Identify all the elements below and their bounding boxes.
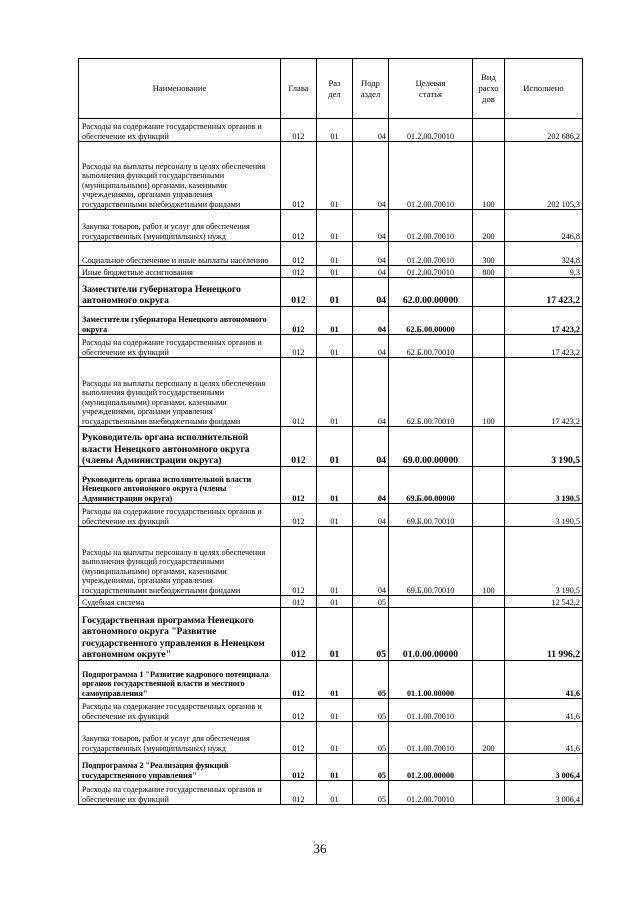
header-statya: Целевая статья — [389, 59, 473, 119]
row-sum: 3 190,5 — [505, 427, 583, 467]
row-sum: 17 423,2 — [505, 278, 583, 307]
row-vid: 200 — [473, 722, 505, 754]
row-statya: 62.Б.00.70010 — [389, 358, 473, 427]
table-row — [79, 266, 583, 278]
row-vid: 300 — [473, 242, 505, 266]
row-statya: 01.2.00.00000 — [389, 754, 473, 781]
row-statya: 01.2.00.70010 — [389, 242, 473, 266]
row-razdel: 01 — [317, 335, 353, 358]
row-sum: 9,3 — [505, 266, 583, 278]
row-podrazdel: 04 — [353, 266, 389, 278]
row-statya: 69.Б.00.70010 — [389, 527, 473, 596]
table-row — [79, 699, 583, 722]
row-glava: 012 — [281, 699, 317, 722]
row-vid — [473, 699, 505, 722]
row-statya: 01.2.00.70010 — [389, 266, 473, 278]
row-glava: 012 — [281, 722, 317, 754]
row-sum: 17 423,2 — [505, 335, 583, 358]
row-sum: 246,8 — [505, 210, 583, 242]
table-row — [79, 119, 583, 142]
table-row — [79, 242, 583, 266]
row-statya: 01.2.00.70010 — [389, 781, 473, 805]
table-row — [79, 527, 583, 596]
row-sum: 41,6 — [505, 661, 583, 699]
row-razdel: 01 — [317, 722, 353, 754]
row-podrazdel: 05 — [353, 608, 389, 661]
row-podrazdel: 04 — [353, 335, 389, 358]
row-name: Государственная программа Ненецкого автономного округа "Развитие государственного управления в Ненецком автономном округе" — [79, 608, 281, 661]
row-name: Расходы на содержание государственных органов и обеспечение их функций — [79, 119, 281, 142]
row-razdel: 01 — [317, 142, 353, 210]
row-sum: 41,6 — [505, 699, 583, 722]
row-razdel: 01 — [317, 608, 353, 661]
row-glava: 012 — [281, 781, 317, 805]
row-razdel: 01 — [317, 427, 353, 467]
row-razdel: 01 — [317, 596, 353, 608]
row-podrazdel: 04 — [353, 427, 389, 467]
row-podrazdel: 05 — [353, 596, 389, 608]
page-number: 36 — [313, 841, 327, 856]
row-razdel: 01 — [317, 278, 353, 307]
row-podrazdel: 04 — [353, 278, 389, 307]
row-sum: 202 686,2 — [505, 119, 583, 142]
row-razdel: 01 — [317, 699, 353, 722]
row-vid — [473, 427, 505, 467]
table-body — [79, 119, 583, 805]
row-name: Руководитель органа исполнительной власти Ненецкого автономного округа (члены Администрации округа) — [79, 427, 281, 467]
row-vid — [473, 504, 505, 527]
row-glava: 012 — [281, 335, 317, 358]
row-name: Расходы на содержание государственных органов и обеспечение их функций — [79, 504, 281, 527]
row-name: Иные бюджетные ассигнования — [79, 266, 281, 278]
row-glava: 012 — [281, 661, 317, 699]
row-glava: 012 — [281, 427, 317, 467]
row-glava: 012 — [281, 266, 317, 278]
row-sum: 11 996,2 — [505, 608, 583, 661]
table-row — [79, 661, 583, 699]
row-razdel: 01 — [317, 358, 353, 427]
row-podrazdel: 05 — [353, 781, 389, 805]
row-glava: 012 — [281, 242, 317, 266]
table-row — [79, 722, 583, 754]
row-razdel: 01 — [317, 210, 353, 242]
header-ispolneno: Исполнено — [505, 59, 583, 119]
row-statya: 01.2.00.70010 — [389, 119, 473, 142]
row-razdel: 01 — [317, 119, 353, 142]
row-razdel: 01 — [317, 467, 353, 504]
row-podrazdel: 04 — [353, 119, 389, 142]
table-row — [79, 210, 583, 242]
row-statya: 01.2.00.70010 — [389, 142, 473, 210]
table-row — [79, 596, 583, 608]
row-podrazdel: 04 — [353, 504, 389, 527]
row-sum: 12 542,2 — [505, 596, 583, 608]
row-vid — [473, 278, 505, 307]
row-podrazdel: 04 — [353, 210, 389, 242]
row-vid — [473, 335, 505, 358]
table-row — [79, 467, 583, 504]
header-razdel: Раз дел — [317, 59, 353, 119]
row-glava: 012 — [281, 504, 317, 527]
row-sum: 202 105,3 — [505, 142, 583, 210]
row-razdel: 01 — [317, 266, 353, 278]
row-statya: 01.0.00.00000 — [389, 608, 473, 661]
row-vid: 800 — [473, 266, 505, 278]
row-vid: 200 — [473, 210, 505, 242]
row-podrazdel: 04 — [353, 358, 389, 427]
row-name: Судебная система — [79, 596, 281, 608]
row-name: Расходы на содержание государственных органов и обеспечение их функций — [79, 781, 281, 805]
row-razdel: 01 — [317, 661, 353, 699]
row-name: Расходы на выплаты персоналу в целях обеспечения выполнения функций государственными (муниципальными) органами, казенными учреждениями, органами управления государственными внебюджетными фондами — [79, 358, 281, 427]
row-statya: 01.1.00.00000 — [389, 661, 473, 699]
row-name: Расходы на содержание государственных органов и обеспечение их функций — [79, 335, 281, 358]
row-vid — [473, 781, 505, 805]
row-sum: 3 190,5 — [505, 467, 583, 504]
row-statya: 62.Б.00.00000 — [389, 307, 473, 335]
row-podrazdel: 04 — [353, 242, 389, 266]
row-vid — [473, 307, 505, 335]
row-statya: 69.Б.00.70010 — [389, 504, 473, 527]
row-sum: 3 006,4 — [505, 754, 583, 781]
table-row — [79, 608, 583, 661]
row-vid — [473, 119, 505, 142]
row-name: Расходы на содержание государственных органов и обеспечение их функций — [79, 699, 281, 722]
row-vid — [473, 754, 505, 781]
row-razdel: 01 — [317, 242, 353, 266]
table-row — [79, 504, 583, 527]
row-sum: 3 006,4 — [505, 781, 583, 805]
row-glava: 012 — [281, 596, 317, 608]
header-glava: Глава — [281, 59, 317, 119]
row-glava: 012 — [281, 754, 317, 781]
row-statya: 62.Б.00.70010 — [389, 335, 473, 358]
table-row — [79, 142, 583, 210]
table-row — [79, 358, 583, 427]
row-statya: 69.0.00.00000 — [389, 427, 473, 467]
table-row — [79, 335, 583, 358]
row-name: Расходы на выплаты персоналу в целях обеспечения выполнения функций государственными (муниципальными) органами, казенными учреждениями, органами управления государственными внебюджетными фондами — [79, 142, 281, 210]
row-glava: 012 — [281, 210, 317, 242]
row-statya: 01.1.00.70010 — [389, 722, 473, 754]
row-vid: 100 — [473, 358, 505, 427]
row-podrazdel: 05 — [353, 661, 389, 699]
row-vid — [473, 467, 505, 504]
row-sum: 324,8 — [505, 242, 583, 266]
header-podrazdel: Подр аздел — [353, 59, 389, 119]
row-name: Закупка товаров, работ и услуг для обеспечения государственных (муниципальных) нужд — [79, 210, 281, 242]
row-glava: 012 — [281, 278, 317, 307]
row-podrazdel: 05 — [353, 754, 389, 781]
row-razdel: 01 — [317, 527, 353, 596]
row-name: Заместители губернатора Ненецкого автономного округа — [79, 307, 281, 335]
header-vid: Вид расхо дов — [473, 59, 505, 119]
row-razdel: 01 — [317, 307, 353, 335]
row-podrazdel: 05 — [353, 722, 389, 754]
row-glava: 012 — [281, 467, 317, 504]
row-name: Подпрограмма 2 "Реализация функций государственного управления" — [79, 754, 281, 781]
row-glava: 012 — [281, 358, 317, 427]
row-name: Социальное обеспечение и иные выплаты населению — [79, 242, 281, 266]
row-vid — [473, 608, 505, 661]
row-statya: 01.1.00.70010 — [389, 699, 473, 722]
row-name: Подпрограмма 1 "Развитие кадрового потенциала органов государственной власти и местного самоуправления" — [79, 661, 281, 699]
row-name: Закупка товаров, работ и услуг для обеспечения государственных (муниципальных) нужд — [79, 722, 281, 754]
row-vid — [473, 661, 505, 699]
row-podrazdel: 04 — [353, 142, 389, 210]
row-glava: 012 — [281, 142, 317, 210]
row-razdel: 01 — [317, 504, 353, 527]
row-glava: 012 — [281, 119, 317, 142]
row-name: Расходы на выплаты персоналу в целях обеспечения выполнения функций государственными (муниципальными) органами, казенными учреждениями, органами управления государственными внебюджетными фондами — [79, 527, 281, 596]
row-name: Заместители губернатора Ненецкого автономного округа — [79, 278, 281, 307]
row-podrazdel: 04 — [353, 307, 389, 335]
table-row — [79, 781, 583, 805]
budget-table — [78, 58, 583, 805]
table-row — [79, 307, 583, 335]
table-header-row — [79, 59, 583, 119]
row-razdel: 01 — [317, 781, 353, 805]
row-sum: 17 423,2 — [505, 307, 583, 335]
row-podrazdel: 04 — [353, 527, 389, 596]
row-statya — [389, 596, 473, 608]
table-row — [79, 427, 583, 467]
table-row — [79, 754, 583, 781]
header-name: Наименование — [79, 59, 281, 119]
row-podrazdel: 04 — [353, 467, 389, 504]
row-sum: 3 190,5 — [505, 504, 583, 527]
row-glava: 012 — [281, 527, 317, 596]
row-glava: 012 — [281, 307, 317, 335]
row-sum: 41,6 — [505, 722, 583, 754]
row-sum: 3 190,5 — [505, 527, 583, 596]
row-razdel: 01 — [317, 754, 353, 781]
row-vid — [473, 596, 505, 608]
row-statya: 62.0.00.00000 — [389, 278, 473, 307]
row-statya: 69.Б.00.00000 — [389, 467, 473, 504]
row-sum: 17 423,2 — [505, 358, 583, 427]
row-vid: 100 — [473, 142, 505, 210]
row-statya: 01.2.00.70010 — [389, 210, 473, 242]
table-row — [79, 278, 583, 307]
row-name: Руководитель органа исполнительной власти Ненецкого автономного округа (члены Администрации округа) — [79, 467, 281, 504]
row-podrazdel: 05 — [353, 699, 389, 722]
row-glava: 012 — [281, 608, 317, 661]
row-vid: 100 — [473, 527, 505, 596]
